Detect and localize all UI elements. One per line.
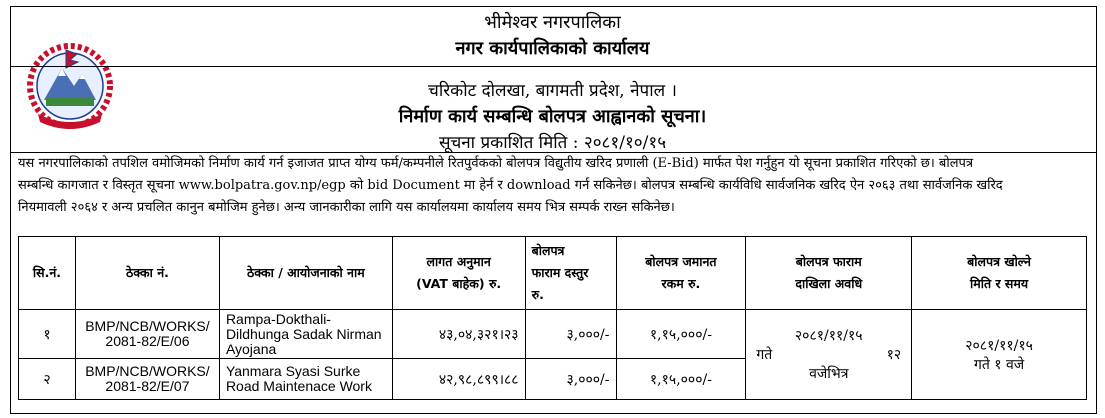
row-form-fee: ३,०००/- xyxy=(525,310,616,359)
col-sn: सि.नं. xyxy=(19,237,76,310)
submission-period: २०८१/११/१५ गते १२ वजेभित्र xyxy=(746,310,912,400)
col-bid-security: बोलपत्र जमानत रकम रु. xyxy=(616,237,746,310)
notice-line: यस नगरपालिकाको तपशिल वमोजिमको निर्माण कार्य गर्न इजाजत प्राप्त योग्य फर्म/कम्पनीले रितपुर्वकको बोलपत्र विद्युतीय खरिद प्रणाली (E-Bid) मार्फत पेश गर्नुहुन यो सूचना प्रकाशित गरिएको छ। बोलपत्र xyxy=(18,156,974,171)
table-header-row xyxy=(19,237,1087,310)
row-sn: १ xyxy=(19,310,76,359)
header-divider xyxy=(10,66,1097,67)
office-address: चरिकोट दोलखा, बागमती प्रदेश, नेपाल । xyxy=(428,81,677,101)
row-security: १,१५,०००/- xyxy=(616,310,746,359)
municipality-name: भीमेश्वर नगरपालिका xyxy=(484,12,621,33)
table-row xyxy=(19,310,1087,359)
notice-paragraph xyxy=(18,153,1092,219)
row-project-name: Rampa-Dokthali- Dildhunga Sadak Nirman Ayojana xyxy=(219,310,392,359)
notice-line: नियमावली २०६४ र अन्य प्रचलित कानुन बमोजिम हुनेछ। अन्य जानकारीका लागि यस कार्यालयमा कार्यालय समय भित्र सम्पर्क राख्न सकिनेछ। xyxy=(18,200,675,215)
row-cost: ४३,०४,३२१।२३ xyxy=(392,310,525,359)
published-date: सूचना प्रकाशित मिति : २०८१/१०/१५ xyxy=(438,133,667,153)
col-cost-estimate: लागत अनुमान (VAT बाहेक) रु. xyxy=(392,237,525,310)
tender-table xyxy=(18,236,1087,400)
col-form-fee: बोलपत्र फाराम दस्तुर रु. xyxy=(525,237,616,310)
row-contract-no: BMP/NCB/WORKS/ 2081-82/E/06 xyxy=(75,310,219,359)
notice-title: निर्माण कार्य सम्बन्धि बोलपत्र आह्वानको सूचना। xyxy=(398,106,707,127)
row-security: १,१५,०००/- xyxy=(616,359,746,400)
row-cost: ४२,९८,८९९।८८ xyxy=(392,359,525,400)
notice-line: सम्बन्धि कागजात र विस्तृत सूचना www.bolpatra.gov.np/egp को bid Document मा हेर्न र download गर्न सकिनेछ। बोलपत्र सम्बन्धि कार्यविधि सार्वजनिक खरिद ऐन २०६३ तथा सार्वजनिक खरिद xyxy=(18,178,1003,193)
row-form-fee: ३,०००/- xyxy=(525,359,616,400)
col-opening-date: बोलपत्र खोल्ने मिति र समय xyxy=(912,237,1087,310)
office-name: नगर कार्यपालिकाको कार्यालय xyxy=(455,38,650,59)
row-sn: २ xyxy=(19,359,76,400)
col-submission-period: बोलपत्र फाराम दाखिला अवधि xyxy=(746,237,912,310)
row-contract-no: BMP/NCB/WORKS/ 2081-82/E/07 xyxy=(75,359,219,400)
opening-date-time: २०८१/११/१५ गते १ वजे xyxy=(912,310,1087,400)
col-contract-no: ठेक्का नं. xyxy=(75,237,219,310)
row-project-name: Yanmara Syasi Surke Road Maintenace Work xyxy=(219,359,392,400)
col-project-name: ठेक्का / आयोजनाको नाम xyxy=(219,237,392,310)
